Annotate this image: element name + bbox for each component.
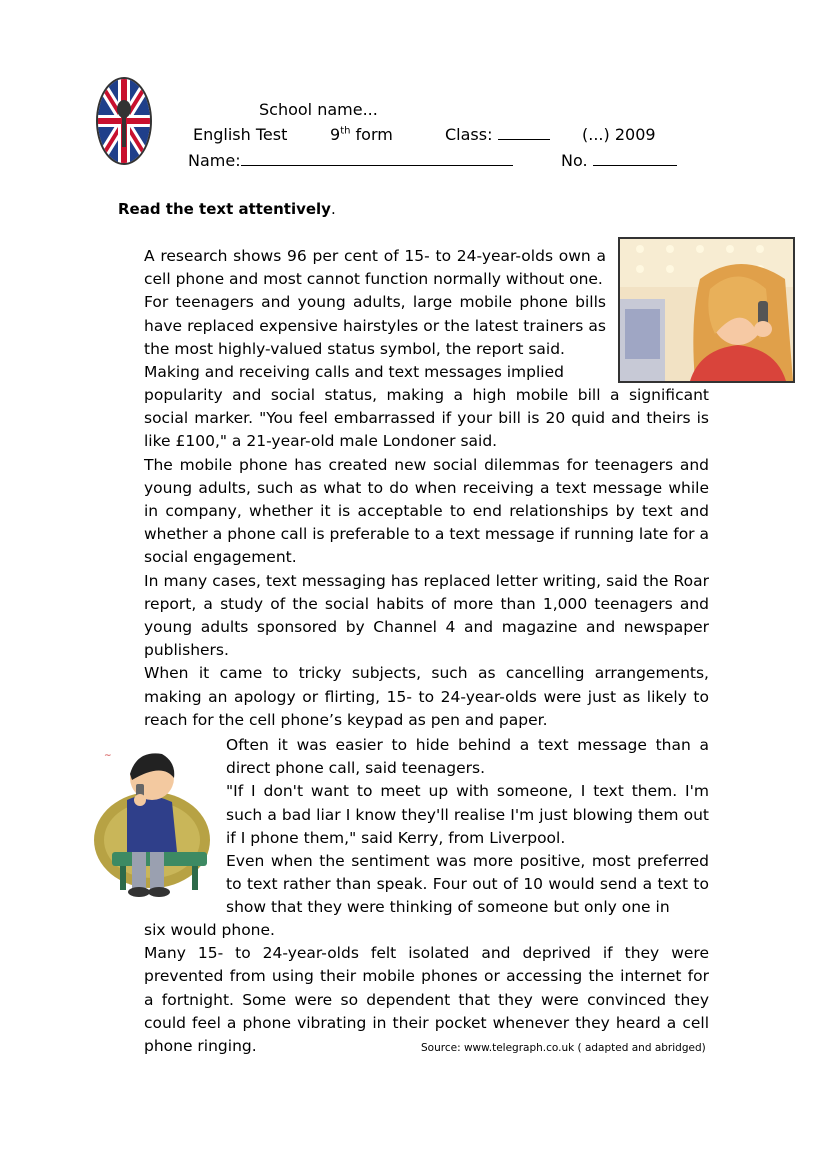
school-logo-icon	[96, 77, 152, 165]
school-name: School name...	[259, 100, 378, 119]
name-field[interactable]: Name:	[188, 151, 513, 170]
text-block-top	[144, 245, 606, 384]
class-field[interactable]: Class:	[445, 125, 550, 144]
girl-on-phone-icon	[620, 239, 793, 381]
paragraph-9: Even when the sentiment was more positive, most preferred to text rather than speak. Four out of 10 would send a text to show that they were thinking of someone but only one in	[226, 852, 709, 917]
form-label: 9th form	[330, 125, 393, 144]
text-block-bottom	[144, 919, 709, 1058]
paragraph-6: When it came to tricky subjects, such as cancelling arrangements, making an apology or flirting, 15- to 24-year-olds were just as likely to reach for the cell phone’s keypad as pen and paper.	[144, 664, 709, 729]
paragraph-1: A research shows 96 per cent of 15- to 24-year-olds own a cell phone and most cannot function normally without one.	[144, 247, 606, 289]
girl-on-phone-photo	[618, 237, 795, 383]
paragraph-9b: six would phone.	[144, 921, 275, 939]
year-label: (...) 2009	[582, 125, 656, 144]
paragraph-2: For teenagers and young adults, large mobile phone bills have replaced expensive hairstyles or the latest trainers as the most highly-valued status symbol, the report said.	[144, 293, 606, 358]
source-credit: Source: www.telegraph.co.uk ( adapted and abridged)	[421, 1042, 706, 1054]
paragraph-7: Often it was easier to hide behind a text message than a direct phone call, said teenagers.	[226, 736, 709, 778]
number-field[interactable]: No.	[561, 151, 677, 170]
paragraph-5: In many cases, text messaging has replaced letter writing, said the Roar report, a study of the social habits of more than 1,000 teenagers and young adults sponsored by Channel 4 and magazine and newspaper publishers.	[144, 571, 709, 660]
instruction: Read the text attentively.	[118, 200, 336, 218]
boy-texting-icon	[92, 740, 217, 900]
boy-texting-cartoon	[92, 740, 217, 900]
text-block-cartoon	[226, 734, 709, 920]
svg-text:~: ~	[104, 751, 112, 761]
test-title: English Test	[193, 125, 288, 144]
paragraph-8: "If I don't want to meet up with someone, I text them. I'm such a bad liar I know they'll realise I'm just blowing them out if I phone them," said Kerry, from Liverpool.	[226, 782, 709, 847]
paragraph-3a: Making and receiving calls and text messages implied	[144, 363, 564, 382]
paragraph-10: Many 15- to 24-year-olds felt isolated and deprived if they were prevented from using their mobile phones or accessing the internet for a fortnight. Some were so dependent that they were convinced they could feel a phone vibrating in their pocket whenever they heard a cell phone ringing.	[144, 944, 709, 1056]
paragraph-4: The mobile phone has created new social dilemmas for teenagers and young adults, such as what to do when receiving a text message while in company, whether it is acceptable to end relationships by text and whether a phone call is preferable to a text message if running late for a social engagement.	[144, 455, 709, 567]
text-block-middle	[144, 384, 709, 732]
paragraph-3b: popularity and social status, making a high mobile bill a significant social marker. "You feel embarrassed if your bill is 20 quid and theirs is like £100," a 21-year-old male Londoner said.	[144, 386, 709, 451]
